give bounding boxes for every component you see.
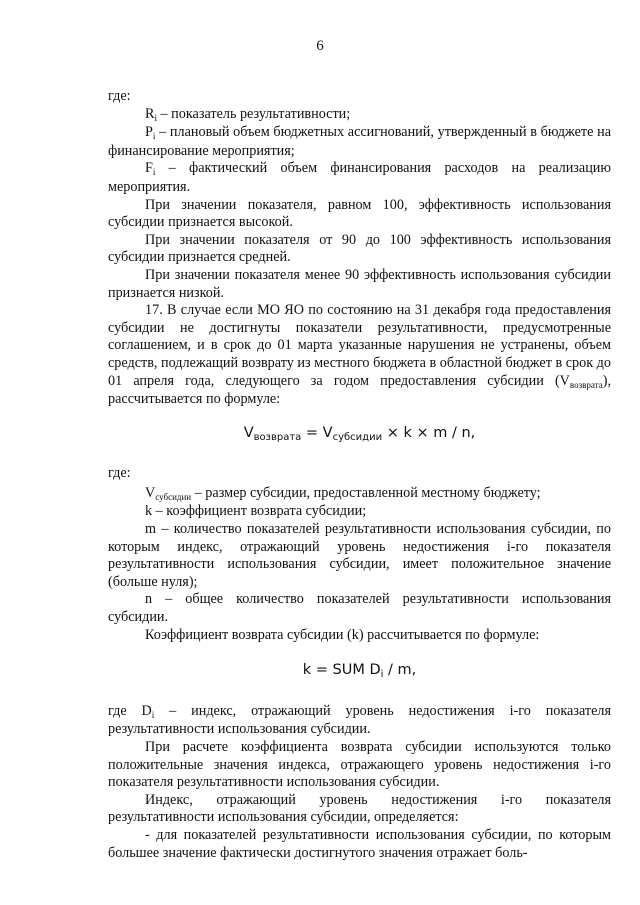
definition-n: n – общее количество показателей результативности использования субсидии. [108, 591, 611, 626]
gde-label-2: где: [108, 465, 131, 482]
paragraph-high-efficiency: При значении показателя, равном 100, эффективность использования субсидии признается высокой. [108, 196, 611, 231]
page-number: 6 [316, 38, 324, 54]
paragraph-index-definition: Индекс, отражающий уровень недостижения i-го показателя результативности использования субсидии, определяется: [108, 791, 611, 826]
paragraph-medium-efficiency: При значении показателя от 90 до 100 эффективность использования субсидии признается средней. [108, 231, 611, 266]
definition-di: где $D_i$ – индекс, отражающий уровень недостижения i-го показателя результативности использования субсидии. [108, 702, 611, 738]
paragraph-k-formula-intro: Коэффициент возврата субсидии (k) рассчитывается по формуле: [145, 626, 540, 643]
paragraph-17: 17. В случае если МО ЯО по состоянию на 31 декабря года предоставления субсидии не достигнуты показатели результативности, предусмотренные соглашением, и в срок до 01 марта указанные нарушения не устранены, объем средств, подлежащий возврату из местного бюджета в областной бюджет в срок до 01 апреля года, следующего за годом предоставления субсидии $(V_{возврата})$, рассчитывается по формуле: [108, 302, 611, 408]
gde-label-1: где: [108, 88, 131, 104]
definition-m: m – количество показателей результативности использования субсидии, по которым индекс, отражающий уровень недостижения i-го показателя результативности использования субсидии, имеет положительное значение (больше нуля); [108, 521, 611, 590]
formula-v-return: $V_{возврата} = V_{субсидии} \times k \times m / n$, [243, 424, 476, 443]
definition-fi: $F_i$ – фактический объем финансирования расходов на реализацию мероприятия. [108, 160, 611, 195]
definition-ri: $R_i$ – показатель результативности; [145, 105, 351, 123]
formula-k: k = SUM $D_i$ / m, [302, 662, 417, 681]
document-body [108, 88, 611, 862]
paragraph-low-efficiency: При значении показателя менее 90 эффективность использования субсидии признается низкой. [108, 266, 611, 301]
paragraph-bullet: - для показателей результативности использования субсидии, по которым большее значение фактически достигнутого значения отражает боль- [108, 826, 611, 861]
paragraph-positive-values: При расчете коэффициента возврата субсидии используются только положительные значения индекса, отражающего уровень недостижения i-го показателя результативности использования субсидии. [108, 739, 611, 791]
definition-pi: $P_i$ – плановый объем бюджетных ассигнований, утвержденный в бюджете на финансирование мероприятия; [108, 124, 611, 159]
definition-k: k – коэффициент возврата субсидии; [145, 503, 367, 520]
definition-v-subsidy: $V_{субсидии}$ – размер субсидии, предоставленной местному бюджету; [145, 484, 541, 502]
